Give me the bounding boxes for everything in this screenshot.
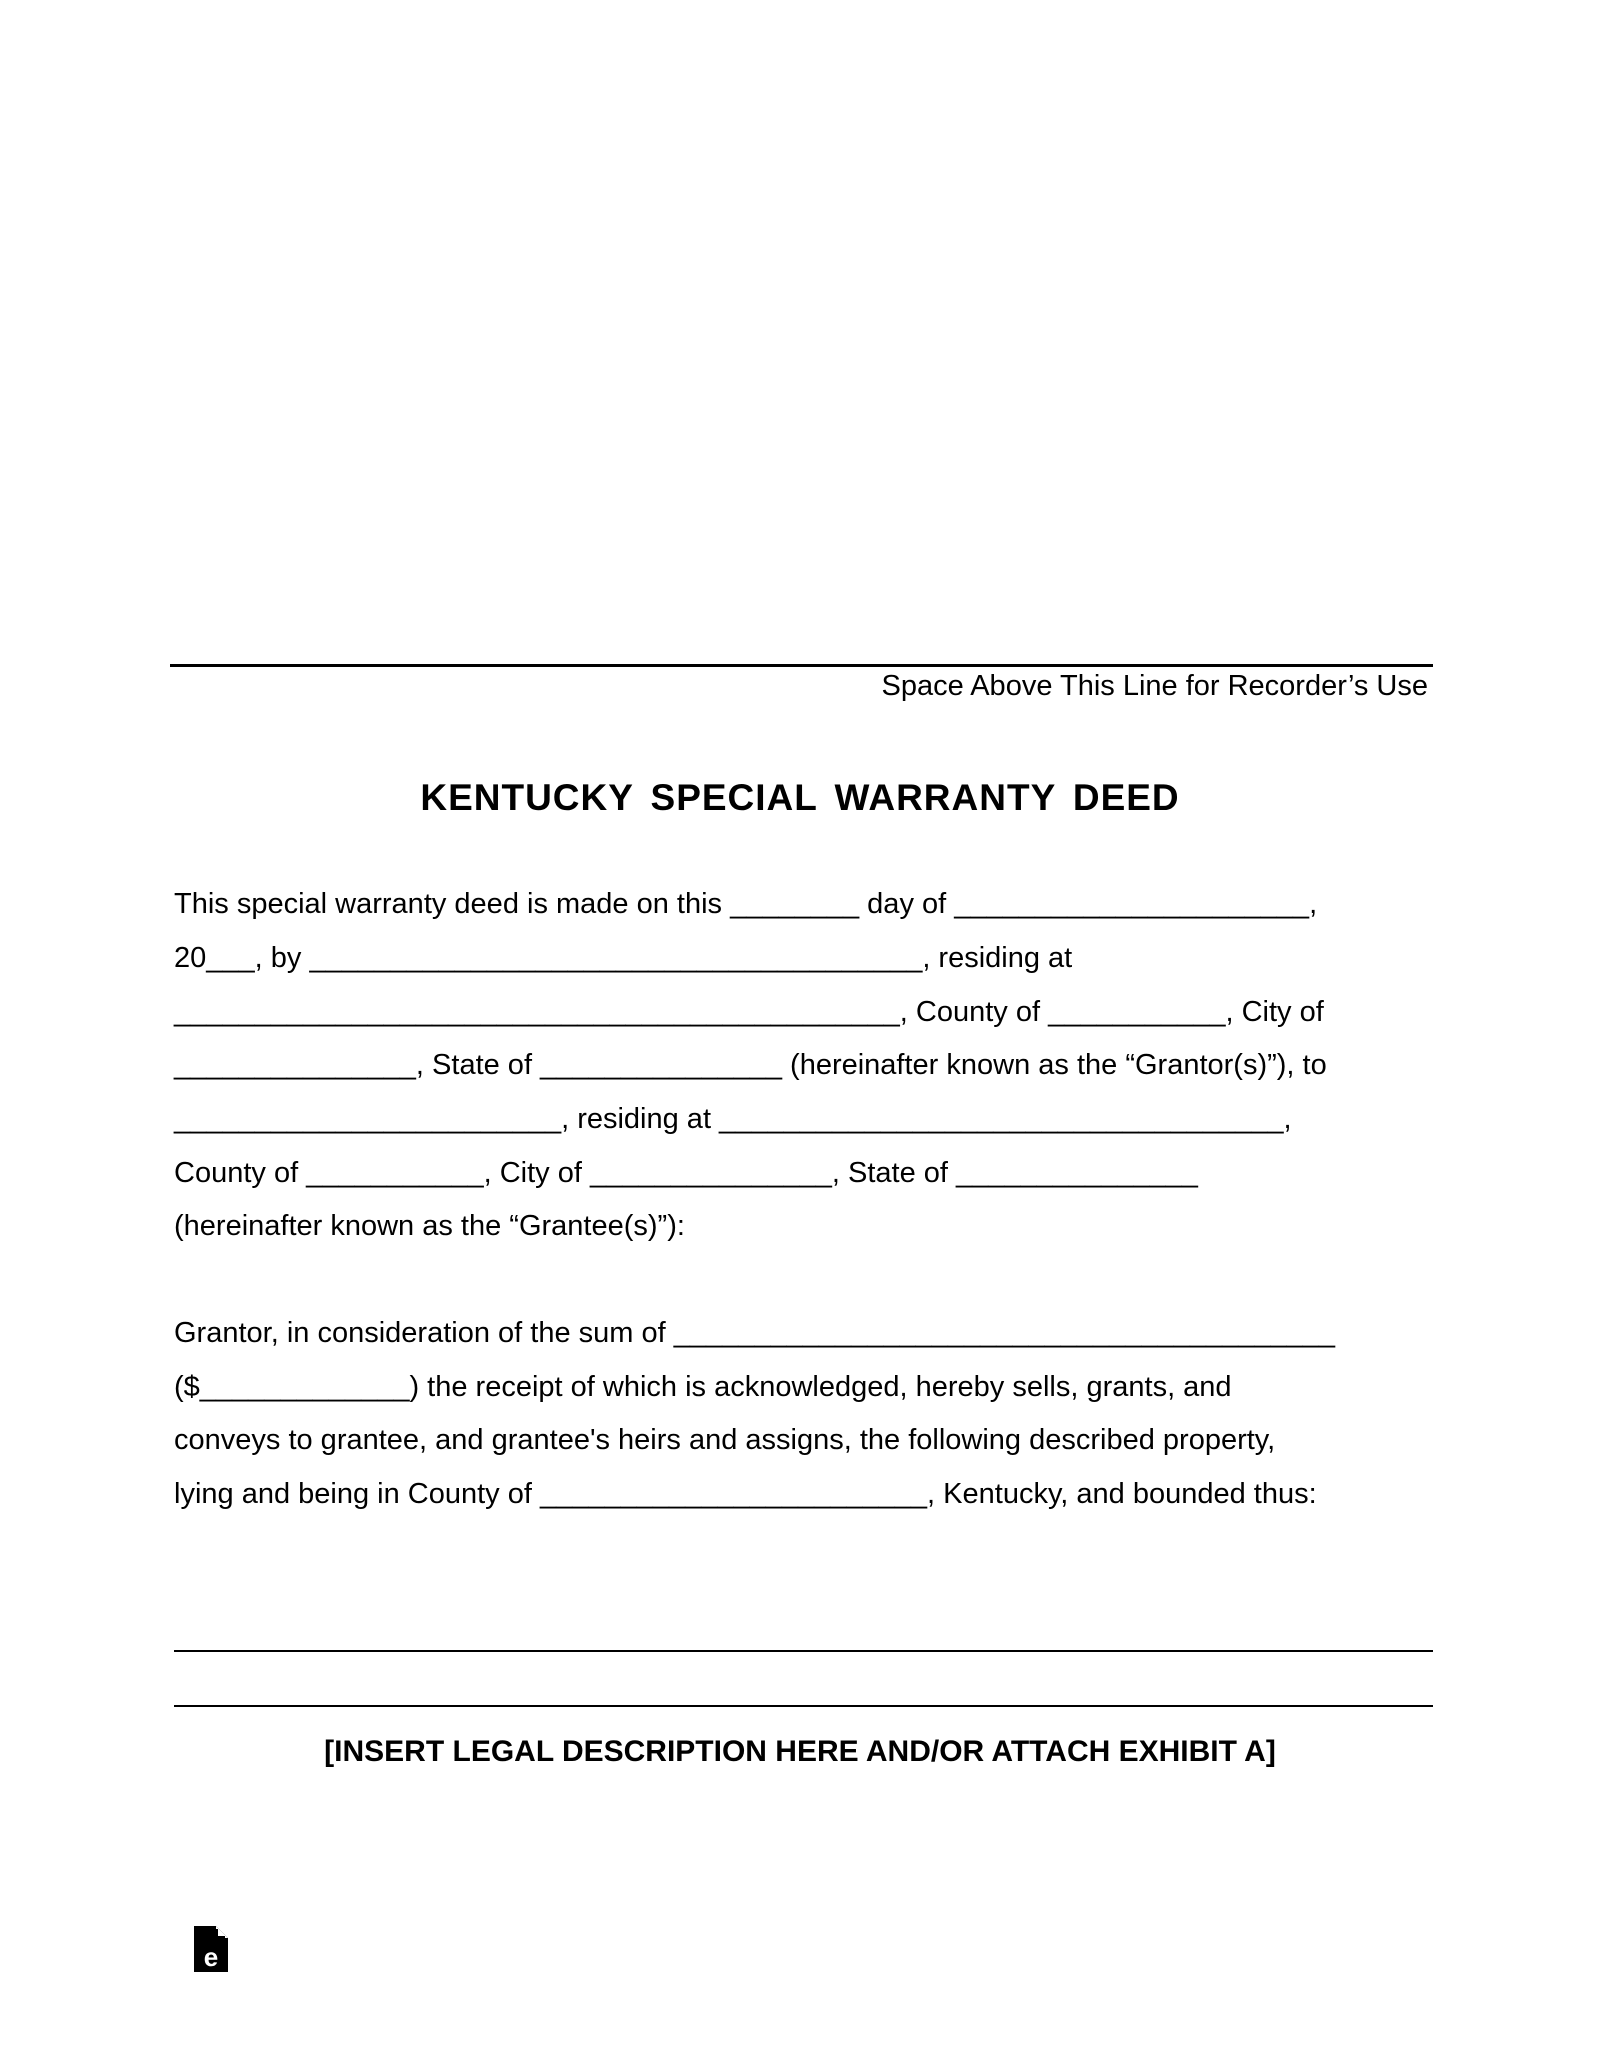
legal-description-blank-line bbox=[174, 1650, 1433, 1652]
paragraph-line: _____________________________________________, County of ___________, City of bbox=[174, 996, 1324, 1028]
legal-description-blank-line bbox=[174, 1705, 1433, 1707]
legal-description-instruction: [INSERT LEGAL DESCRIPTION HERE AND/OR ATTACH EXHIBIT A] bbox=[324, 1735, 1276, 1768]
paragraph-line: County of ___________, City of _______________, State of _______________ bbox=[174, 1157, 1198, 1189]
paragraph-line: (hereinafter known as the “Grantee(s)”): bbox=[174, 1210, 685, 1242]
paragraph-line: lying and being in County of ________________________, Kentucky, and bounded thus: bbox=[174, 1478, 1317, 1510]
paragraph-line: ________________________, residing at ___________________________________, bbox=[174, 1103, 1292, 1135]
paragraph-line: _______________, State of _______________ (hereinafter known as the “Grantor(s)”), to bbox=[174, 1049, 1327, 1081]
svg-text:e: e bbox=[203, 1942, 219, 1972]
esign-logo-icon bbox=[192, 1924, 230, 1974]
paragraph-line: This special warranty deed is made on this ________ day of ______________________, bbox=[174, 888, 1318, 920]
recorder-use-note: Space Above This Line for Recorder’s Use bbox=[881, 670, 1428, 702]
recorder-separator-line bbox=[170, 664, 1433, 667]
paragraph-line: ($_____________) the receipt of which is acknowledged, hereby sells, grants, and bbox=[174, 1371, 1232, 1403]
paragraph-line: 20___, by ______________________________________, residing at bbox=[174, 942, 1073, 974]
paragraph-line: Grantor, in consideration of the sum of _________________________________________ bbox=[174, 1317, 1335, 1349]
document-title: KENTUCKY SPECIAL WARRANTY DEED bbox=[420, 777, 1180, 818]
paragraph-line: conveys to grantee, and grantee's heirs and assigns, the following described property, bbox=[174, 1424, 1276, 1456]
